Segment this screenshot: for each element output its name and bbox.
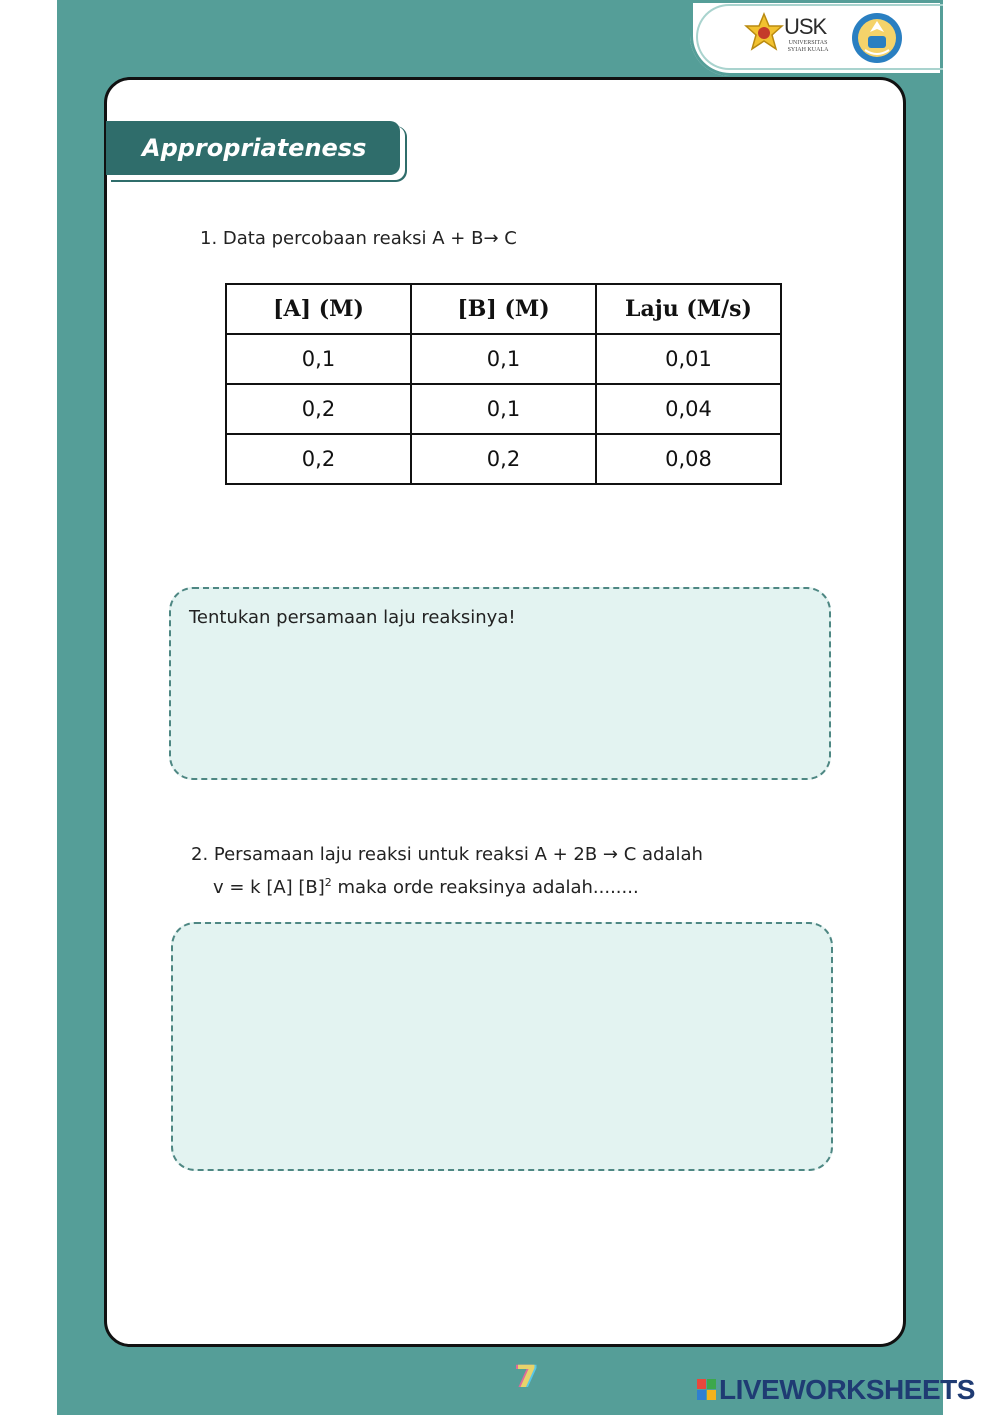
table-cell: 0,01 [596, 334, 781, 384]
question-2-line-2 [191, 869, 703, 902]
usk-logo-subtext: UNIVERSITAS SYIAH KUALA [787, 40, 829, 53]
table-cell: 0,2 [226, 384, 411, 434]
table-cell: 0,04 [596, 384, 781, 434]
answer-box-1-prompt: Tentukan persamaan laju reaksinya! [189, 607, 516, 628]
liveworksheets-brand [697, 1374, 975, 1406]
table-row [226, 384, 781, 434]
rate-law-exponent: 2 [324, 876, 332, 889]
experiment-data-table [225, 283, 782, 485]
table-cell: 0,08 [596, 434, 781, 484]
usk-emblem-icon [742, 12, 786, 56]
table-cell: 0,1 [411, 334, 596, 384]
table-row [226, 334, 781, 384]
table-cell: 0,1 [226, 334, 411, 384]
table-row [226, 434, 781, 484]
liveworksheets-brand-text: LIVEWORKSHEETS [719, 1374, 975, 1405]
question-2-line-1: 2. Persamaan laju reaksi untuk reaksi A + 2B → C adalah [191, 844, 703, 865]
table-header-a: [A] (M) [226, 284, 411, 334]
answer-box-2[interactable] [171, 922, 833, 1171]
question-2-text [191, 841, 703, 902]
table-cell: 0,2 [411, 434, 596, 484]
table-cell: 0,2 [226, 434, 411, 484]
liveworksheets-logo-icon [697, 1379, 717, 1401]
section-title: Appropriateness [142, 134, 367, 162]
table-cell: 0,1 [411, 384, 596, 434]
table-header-rate: Laju (M/s) [596, 284, 781, 334]
usk-logo-text: USK [784, 14, 827, 39]
table-header-row [226, 284, 781, 334]
question-2-line-2-tail: maka orde reaksinya adalah........ [331, 877, 639, 898]
rate-law-expression: v = k [A] [B] [213, 877, 325, 898]
question-1-text: 1. Data percobaan reaksi A + B→ C [200, 228, 517, 249]
page-number: 7 [516, 1360, 537, 1395]
table-header-b: [B] (M) [411, 284, 596, 334]
tut-wuri-handayani-logo-icon [851, 12, 903, 64]
answer-box-1[interactable] [169, 587, 831, 780]
